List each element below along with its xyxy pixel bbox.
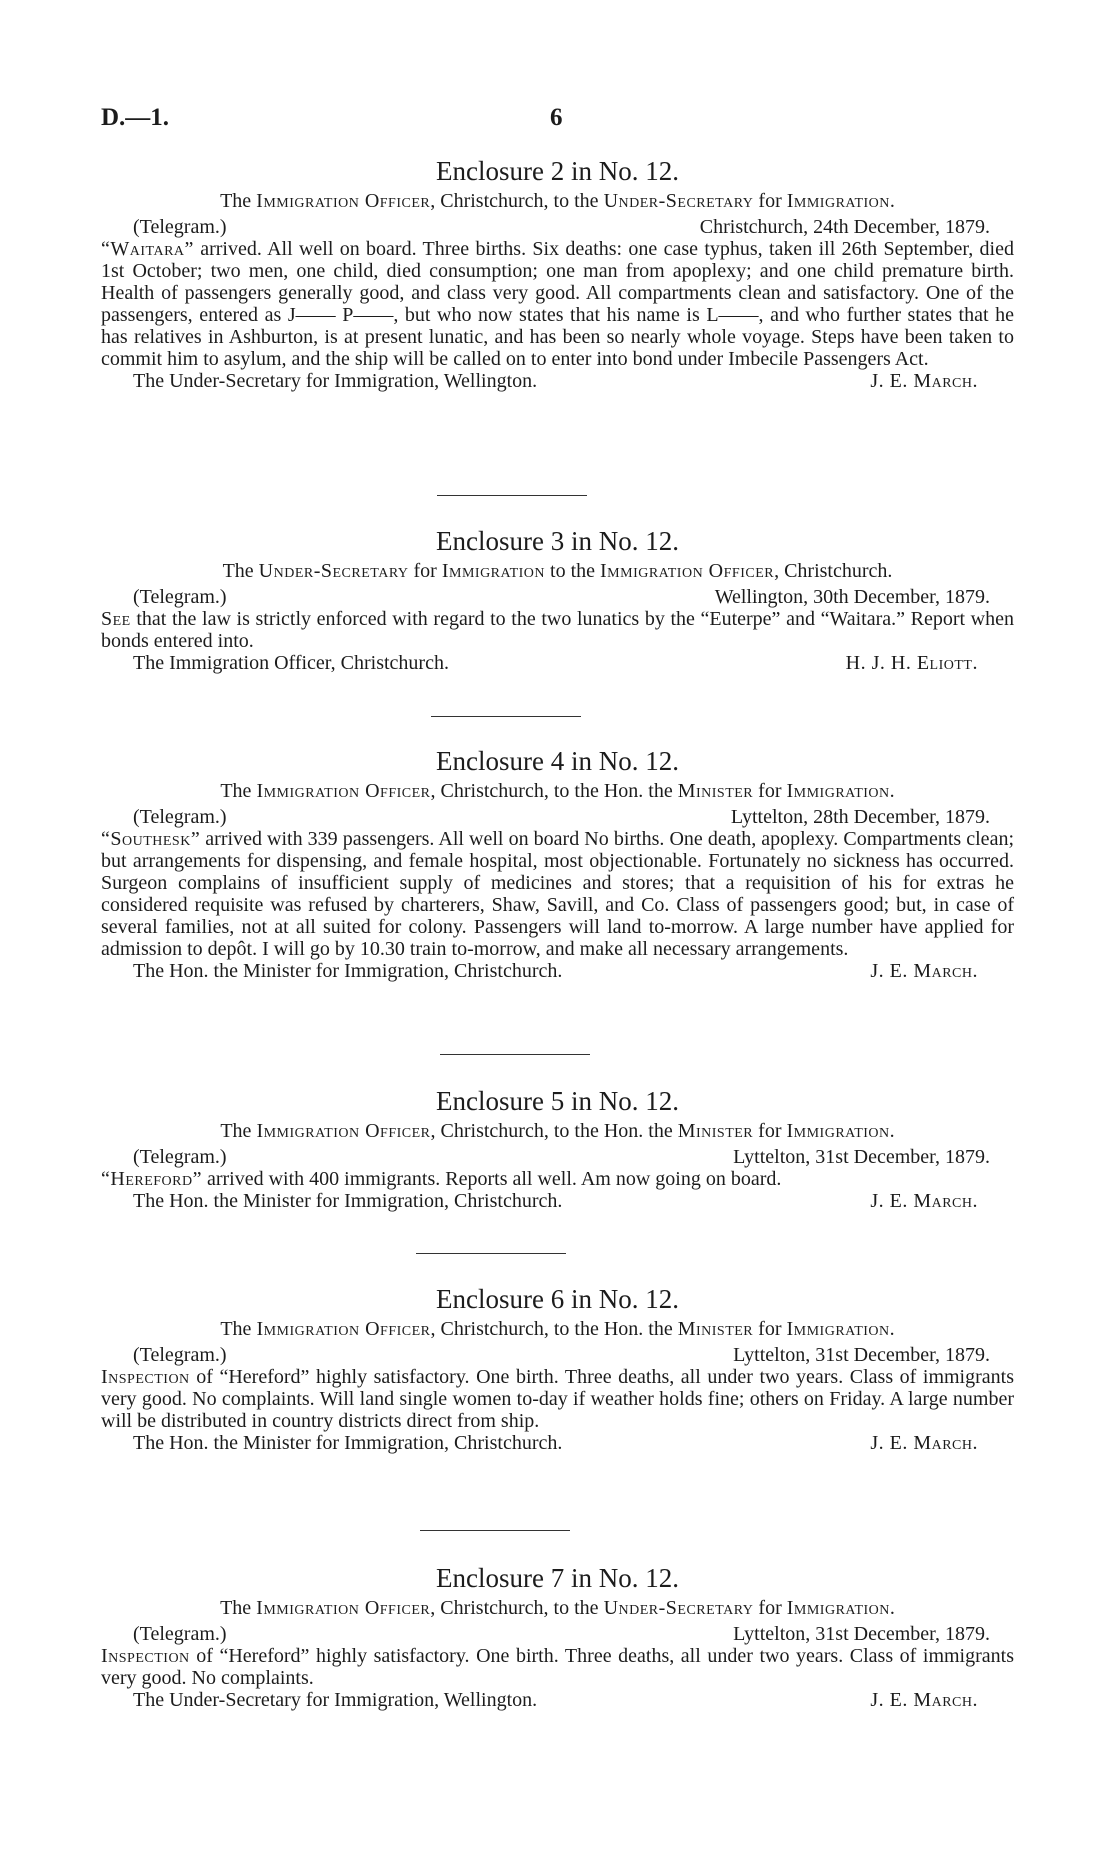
recipient-end: . — [889, 1597, 895, 1619]
sender-place: , Christchurch, to the Hon. the — [430, 1318, 678, 1340]
sender-place: , Christchurch, to the Hon. the — [430, 1120, 678, 1142]
enclosure-route: The Immigration Officer, Christchurch, to the Under-Secretary for Immigration. — [220, 1597, 895, 1619]
recipient-end: . — [889, 1120, 895, 1142]
recipient-office: Immigration — [786, 1318, 890, 1340]
message-lead: Inspection — [101, 1366, 190, 1388]
message-text: that the law is strictly enforced with regard to the two lunatics by the “Euterpe” and “Waitara.” Report when bonds entered into. — [101, 608, 1014, 652]
recipient-connector: to the — [545, 560, 601, 582]
message-text: of “Hereford” highly satisfactory. One birth. Three deaths, all under two years. Class of immigrants very good. No complaints. Will land single women to-day if weather holds fine; others on Friday. A large number will be distributed in country districts direct from ship. — [101, 1366, 1014, 1432]
recipient-office: Immigration — [786, 1120, 890, 1142]
sender-place: for — [408, 560, 442, 582]
recipient-end: . — [889, 190, 895, 212]
recipient-end: . — [889, 1318, 895, 1340]
section-divider — [440, 1054, 590, 1055]
enclosure-7 — [101, 1562, 1014, 1711]
telegram-line — [101, 216, 1014, 238]
sender: Under-Secretary — [258, 560, 409, 582]
telegram-label: (Telegram.) — [133, 1344, 227, 1366]
telegram-line — [101, 1146, 1014, 1168]
telegram-line — [101, 586, 1014, 608]
telegram-label: (Telegram.) — [133, 1623, 227, 1645]
enclosure-title: Enclosure 4 in No. 12. — [436, 746, 679, 776]
signoff — [101, 1689, 1014, 1711]
section-divider — [431, 716, 581, 717]
signature: J. E. March. — [870, 370, 978, 392]
recipient-office: Immigration Officer — [600, 560, 775, 582]
telegram-line — [101, 1344, 1014, 1366]
telegram-label: (Telegram.) — [133, 216, 227, 238]
recipient: Immigration — [441, 560, 546, 582]
place-date: Lyttelton, 31st December, 1879. — [733, 1146, 990, 1168]
recipient-connector: for — [753, 1597, 787, 1619]
signoff — [101, 1432, 1014, 1454]
place-date: Christchurch, 24th December, 1879. — [699, 216, 990, 238]
recipient-connector: for — [753, 190, 787, 212]
enclosure-3 — [101, 525, 1014, 674]
section-divider — [437, 495, 587, 496]
recipient-connector: for — [753, 780, 787, 802]
sender: Immigration Officer — [256, 190, 431, 212]
enclosure-title: Enclosure 5 in No. 12. — [436, 1086, 679, 1116]
section-divider — [420, 1530, 570, 1531]
recipient: Under-Secretary — [603, 1597, 754, 1619]
place-date: Lyttelton, 28th December, 1879. — [730, 806, 990, 828]
place-date: Wellington, 30th December, 1879. — [714, 586, 990, 608]
message-body — [101, 238, 1014, 370]
enclosure-route: The Immigration Officer, Christchurch, to the Under-Secretary for Immigration. — [220, 190, 895, 212]
recipient-office: Immigration — [786, 1597, 890, 1619]
message-text: arrived. All well on board. Three births. Six deaths: one case typhus, taken ill 26th September, died 1st October; two men, one child, died consumption; one man from apoplexy; and one child premature birth. Health of passengers generally good, and class very good. All compartments clean and satisfactory. One of the passengers, entered as J—— P——, but who now states that his name is L——, and who further states that he has relatives in Ashburton, is at present lunatic, and has been so nearly whole voyage. Steps have been taken to commit him to asylum, and the ship will be called on to enter into bond under Imbecile Passengers Act. — [101, 238, 1014, 370]
sender-place: , Christchurch, to the — [430, 190, 604, 212]
recipient-end: , Christchurch. — [774, 560, 893, 582]
enclosure-title: Enclosure 6 in No. 12. — [436, 1284, 679, 1314]
sender: Immigration Officer — [256, 780, 431, 802]
recipient-office: Immigration — [786, 190, 890, 212]
sender-place: , Christchurch, to the — [430, 1597, 604, 1619]
signoff — [101, 652, 1014, 674]
message-body — [101, 1645, 1014, 1689]
signoff — [101, 960, 1014, 982]
section-divider — [416, 1253, 566, 1254]
message-text: of “Hereford” highly satisfactory. One birth. Three deaths, all under two years. Class of immigrants very good. No complaints. — [101, 1645, 1014, 1689]
enclosure-title: Enclosure 7 in No. 12. — [436, 1563, 679, 1593]
telegram-line — [101, 806, 1014, 828]
message-body — [101, 828, 1014, 960]
addressee: The Under-Secretary for Immigration, Wellington. — [133, 370, 538, 392]
recipient: Under-Secretary — [603, 190, 754, 212]
recipient-connector: for — [753, 1318, 787, 1340]
recipient: Minister — [677, 780, 754, 802]
recipient-end: . — [889, 780, 895, 802]
signature: H. J. H. Eliott. — [845, 652, 978, 674]
addressee: The Hon. the Minister for Immigration, Christchurch. — [133, 1432, 563, 1454]
message-body — [101, 1366, 1014, 1432]
signoff — [101, 1190, 1014, 1212]
message-text: arrived with 400 immigrants. Reports all well. Am now going on board. — [201, 1168, 782, 1190]
enclosure-route: The Under-Secretary for Immigration to the Immigration Officer, Christchurch. — [222, 560, 893, 582]
telegram-label: (Telegram.) — [133, 586, 227, 608]
message-lead: See — [101, 608, 131, 630]
message-text: arrived with 339 passengers. All well on board No births. One death, apoplexy. Compartments clean; but arrangements for dispensing, and female hospital, most objectionable. Fortunately no sickness has occurred. Surgeon complains of insufficient supply of medicines and stores; that a requisition of his for extras he considered requisite was refused by charterers, Shaw, Savill, and Co. Class of passengers good; but, in case of several families, not at all suited for colony. Passengers will land to-morrow. A large number have applied for admission to depôt. I will go by 10.30 train to-morrow, and make all necessary arrangements. — [101, 828, 1014, 960]
message-lead: “Hereford” — [101, 1168, 202, 1190]
recipient: Minister — [677, 1318, 754, 1340]
message-body — [101, 1168, 1014, 1190]
addressee: The Immigration Officer, Christchurch. — [133, 652, 449, 674]
enclosure-route: The Immigration Officer, Christchurch, to the Hon. the Minister for Immigration. — [220, 780, 895, 802]
signature: J. E. March. — [870, 1689, 978, 1711]
message-lead: Inspection — [101, 1645, 190, 1667]
addressee: The Hon. the Minister for Immigration, Christchurch. — [133, 960, 563, 982]
sender-place: , Christchurch, to the Hon. the — [430, 780, 678, 802]
telegram-label: (Telegram.) — [133, 806, 227, 828]
sender: Immigration Officer — [256, 1318, 431, 1340]
enclosure-route: The Immigration Officer, Christchurch, to the Hon. the Minister for Immigration. — [220, 1318, 895, 1340]
page-number: 6 — [550, 104, 563, 131]
signature: J. E. March. — [870, 960, 978, 982]
addressee: The Under-Secretary for Immigration, Wellington. — [133, 1689, 538, 1711]
enclosure-5 — [101, 1085, 1014, 1212]
sender: Immigration Officer — [256, 1120, 431, 1142]
enclosure-route: The Immigration Officer, Christchurch, to the Hon. the Minister for Immigration. — [220, 1120, 895, 1142]
place-date: Lyttelton, 31st December, 1879. — [733, 1623, 990, 1645]
recipient-office: Immigration — [786, 780, 890, 802]
recipient-connector: for — [753, 1120, 787, 1142]
place-date: Lyttelton, 31st December, 1879. — [733, 1344, 990, 1366]
recipient: Minister — [677, 1120, 754, 1142]
enclosure-6 — [101, 1283, 1014, 1454]
enclosure-4 — [101, 745, 1014, 982]
enclosure-2 — [101, 155, 1014, 392]
enclosure-title: Enclosure 2 in No. 12. — [436, 156, 679, 186]
message-body — [101, 608, 1014, 652]
signature: J. E. March. — [870, 1432, 978, 1454]
addressee: The Hon. the Minister for Immigration, Christchurch. — [133, 1190, 563, 1212]
document-reference: D.—1. — [101, 104, 170, 131]
signoff — [101, 370, 1014, 392]
telegram-line — [101, 1623, 1014, 1645]
sender: Immigration Officer — [256, 1597, 431, 1619]
message-lead: “Waitara” — [101, 238, 194, 260]
signature: J. E. March. — [870, 1190, 978, 1212]
telegram-label: (Telegram.) — [133, 1146, 227, 1168]
enclosure-title: Enclosure 3 in No. 12. — [436, 526, 679, 556]
message-lead: “Southesk” — [101, 828, 201, 850]
